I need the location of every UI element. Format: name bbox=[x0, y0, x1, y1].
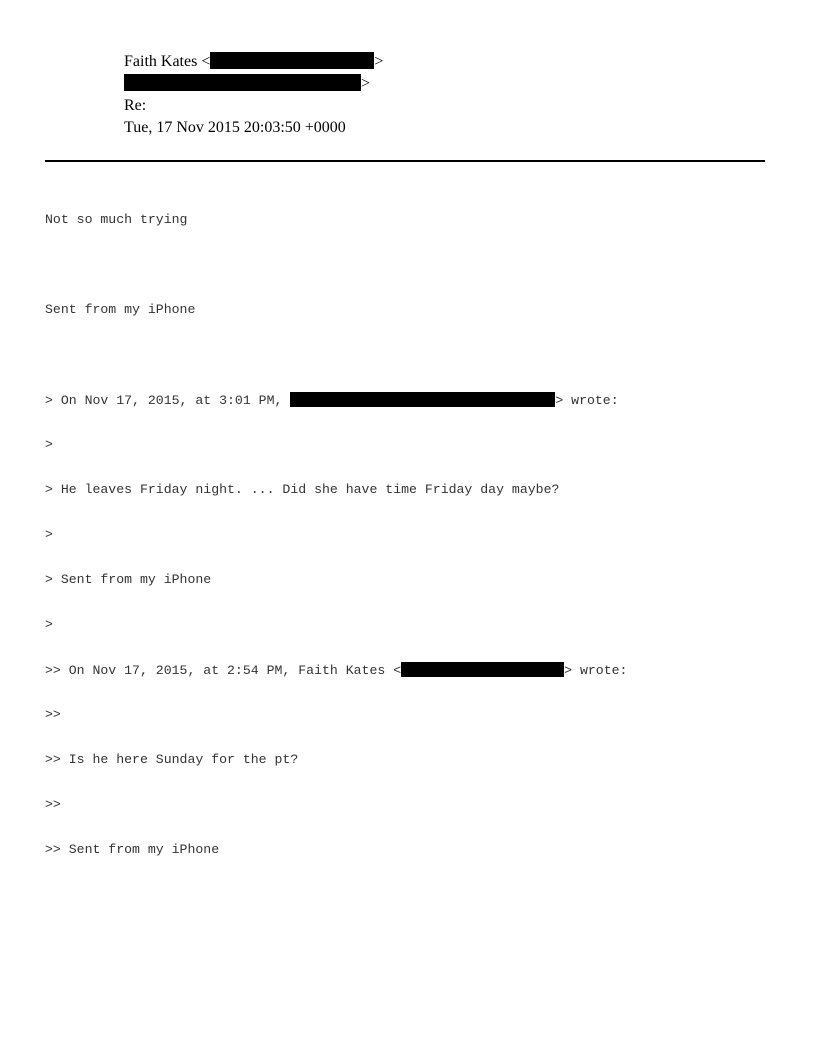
nested-quote-header-suffix: > wrote: bbox=[564, 663, 628, 678]
signature-line: Sent from my iPhone bbox=[45, 302, 196, 317]
quote-line: > Sent from my iPhone bbox=[45, 572, 212, 587]
from-name: Faith Kates < bbox=[124, 53, 211, 70]
header-divider bbox=[45, 160, 765, 162]
from-close: > bbox=[374, 53, 384, 70]
quote-header-prefix: > On Nov 17, 2015, at 3:01 PM, bbox=[45, 393, 291, 408]
subject-value: Re: bbox=[124, 97, 147, 114]
nested-quote-line: >> bbox=[45, 797, 61, 812]
nested-quote-header-prefix: >> On Nov 17, 2015, at 2:54 PM, Faith Kates < bbox=[45, 663, 402, 678]
redaction-box bbox=[124, 74, 361, 91]
quote-line: > bbox=[45, 527, 53, 542]
to-close: > bbox=[361, 75, 371, 92]
redaction-box bbox=[210, 52, 374, 69]
redaction-box bbox=[401, 662, 564, 677]
blank-line bbox=[45, 257, 765, 272]
quote-line: > bbox=[45, 437, 53, 452]
body-line: Not so much trying bbox=[45, 212, 188, 227]
quote-line: > He leaves Friday night. ... Did she have time Friday day maybe? bbox=[45, 482, 560, 497]
nested-quote-line: >> Sent from my iPhone bbox=[45, 842, 220, 857]
redaction-box bbox=[290, 392, 555, 407]
to-value bbox=[124, 74, 370, 94]
date-value: Tue, 17 Nov 2015 20:03:50 +0000 bbox=[124, 119, 346, 136]
blank-line bbox=[45, 347, 765, 362]
quote-line: > bbox=[45, 617, 53, 632]
email-body bbox=[45, 182, 765, 872]
nested-quote-line: >> Is he here Sunday for the pt? bbox=[45, 752, 299, 767]
nested-quote-header-line bbox=[45, 662, 765, 677]
quote-header-line bbox=[45, 392, 765, 407]
quote-header-suffix: > wrote: bbox=[555, 393, 619, 408]
nested-quote-line: >> bbox=[45, 707, 61, 722]
from-value bbox=[124, 52, 383, 72]
